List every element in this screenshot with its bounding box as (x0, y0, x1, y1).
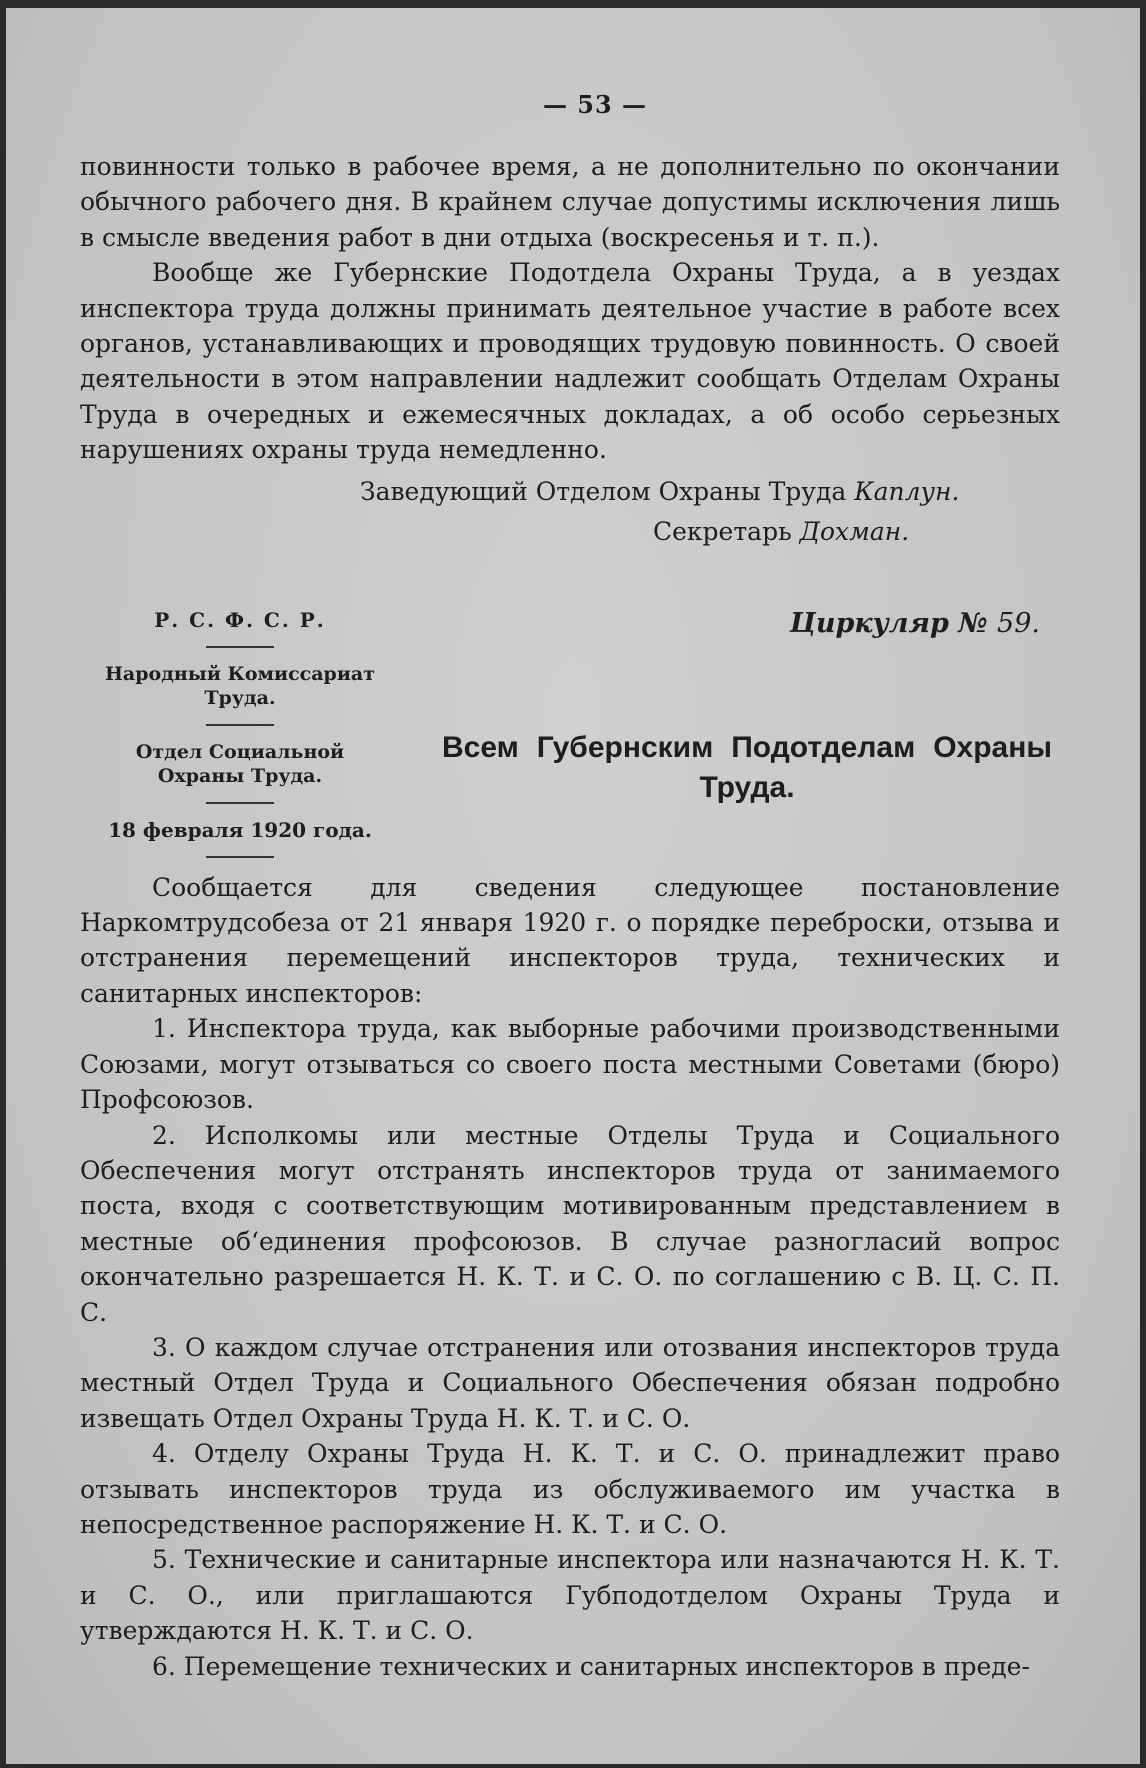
secretary-name: Дохман. (799, 516, 910, 546)
commissariat-label: Народный Комиссариат Труда. (104, 662, 375, 709)
circular-title (790, 608, 1040, 639)
divider (206, 724, 274, 726)
circular-intro: Сообщается для сведения следующее постановление Наркомтрудсобеза от 21 января 1920 г. о порядке переброски, отзыва и отстранения перемещений инспекторов труда, технических и санитарных инспекторов: (80, 872, 1060, 1008)
divider (206, 856, 274, 858)
issuer-block (80, 608, 400, 872)
department-label: Отдел Социальной Охраны Труда. (135, 740, 345, 787)
issue-date: 18 февраля 1920 года. (108, 817, 372, 842)
circular-number: 59. (997, 607, 1040, 639)
page-number: — 53 — (542, 90, 648, 119)
head-signature (360, 472, 1060, 512)
point-3: 3. О каждом случае отстранения или отозвания инспекторов труда местный Отдел Труда и Социального Обеспечения обязан подробно извещать Отдел Охраны Труда Н. К. Т. и С. О. (80, 1332, 1060, 1433)
head-title: Заведующий Отделом Охраны Труда (360, 476, 847, 506)
divider (206, 646, 274, 648)
point-2: 2. Исполкомы или местные Отделы Труда и Социального Обеспечения могут отстранять инспекторов труда от занимаемого поста, входя с соответствующим мотивированным представлением в местные об‘единения профсоюзов. В случае разногласий вопрос окончательно разрешается Н. К. Т. и С. О. по соглашению с В. Ц. С. П. С. (80, 1120, 1060, 1327)
divider (206, 802, 274, 804)
second-paragraph: Вообще же Губернские Подотдела Охраны Труда, а в уездах инспектора труда должны принимать деятельное участие в работе всех органов, устанавливающих и проводящих трудовую повинность. О своей деятельности в этом направлении надлежит сообщать Отделам Охраны Труда в очередных и ежемесячных докладах, а об особо серьезных нарушениях охраны труда немедленно. (80, 258, 1060, 465)
page-content (80, 90, 1060, 1684)
secretary-title: Секретарь (653, 516, 792, 546)
circular-header (80, 608, 1060, 870)
document-page (6, 8, 1140, 1764)
head-name: Каплун. (854, 476, 960, 506)
secretary-signature (653, 512, 1060, 552)
circular-label: Циркуляр № (789, 607, 988, 639)
point-5: 5. Технические и санитарные инспектора или назначаются Н. К. Т. и С. О., или приглашаются Губподотделом Охраны Труда и утверждаются Н. К. Т. и С. О. (80, 1545, 1060, 1646)
intro-paragraph: повинности только в рабочее время, а не дополнительно по окончании обычного рабочего дня. В крайнем случае допустимы исключения лишь в смысле введения работ в дни отдыха (воскресенья и т. п.). (80, 152, 1060, 252)
point-4: 4. Отделу Охраны Труда Н. К. Т. и С. О. принадлежит право отзывать инспекторов труда из обслуживаемого им участка в непосредственное распоряжение Н. К. Т. и С. О. (80, 1439, 1060, 1539)
country-label: Р. С. Ф. С. Р. (154, 607, 326, 632)
point-1: 1. Инспектора труда, как выборные рабочими производственными Союзами, могут отзываться со своего поста местными Советами (бюро) Профсоюзов. (80, 1014, 1060, 1115)
addressee: Всем Губернским Подотделам Охраны Труда. (442, 730, 1052, 804)
point-6: 6. Перемещение технических и санитарных инспекторов в преде- (152, 1651, 1030, 1681)
